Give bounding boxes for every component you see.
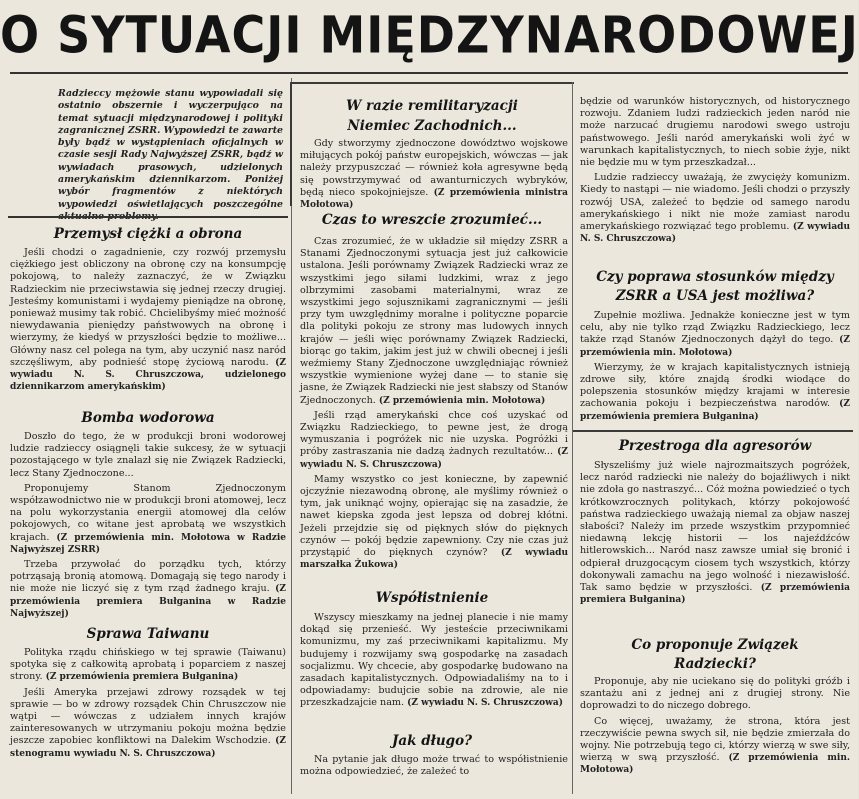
kontynuacja-p2: Ludzie radzieccy uważają, że zwycięży komunizm. Kiedy to nastąpi — nie wiadomo. Jeśli chodzi o przyszły rozwój USA, zależeć to będzie od samego narodu amerykańskiego i nikt nie może zamiast narodu amerykańskiego rozwiązać tego problemu. (Z wywiadu N. S. Chruszczowa) — [580, 172, 850, 245]
czas-p2: Jeśli rząd amerykański chce coś uzyskać od Związku Radzieckiego, to pewne jest, że drogą wymuszania i pogróżek nic nie uzyska. Pogróżki i próby zastraszania nie dadzą żadnych rezultatów... (Z wywiadu N. S. Chruszczowa) — [300, 409, 568, 470]
co-proponuje-heading — [576, 636, 854, 674]
czas-p1-source: (Z przemówienia min. Mołotowa) — [378, 395, 546, 406]
przemysl-text — [10, 247, 286, 405]
czas-p3: Mamy wszystko co jest konieczne, by zapewnić ojczyźnie niezawodną obronę, ale myślimy również o tym, jak uniknąć wojny, opierając się na zasadzie, że nawet kiepska zgoda jest lepsza od dobrej kłótni. Jeżeli przejdzie się od pięknych słów do pięknych czynów — pokój będzie zapewniony. Czy nie czas już przystąpić do pięknych czynów? (Z wywiadu marszałka Żukowa) — [300, 473, 568, 571]
intro-text — [58, 88, 283, 214]
co-proponuje-source: (Z przemówienia min. Mołotowa) — [580, 753, 850, 776]
kontynuacja-source: (Z wywiadu N. S. Chruszczowa) — [580, 222, 850, 245]
wspolistnienie-heading: Współistnienie — [375, 590, 489, 606]
tajwan-p1: Polityka rządu chińskiego w tej sprawie (Taiwanu) spotyka się z całkowitą aprobatą i poparciem z naszej strony. (Z przemówienia premiera Bułganina) — [10, 647, 286, 683]
page-title: O SYTUACJI MIĘDZYNARODOWEJ — [0, 5, 859, 65]
czas-p2-source: (Z wywiadu N. S. Chruszczowa) — [300, 447, 568, 470]
przemysl-body: Jeśli chodzi o zagadnienie, czy rozwój przemysłu ciężkiego jest obliczony na obronę czy na konsumpcję pokojową, to należy zaznaczyć, że w Związku Radzieckim nie przeciwstawia się jednej rzeczy drugiej. Jesteśmy komunistami i wydajemy pieniądze na obronę, ponieważ musimy tak robić. Chcielibyśmy mieć możność niewydawania pieniędzy państwowych na obronę i wierzymy, że kiedyś w przyszłości będzie to możliwe... Główny nasz cel polega na tym, aby uczynić nasz naród szczęśliwym, aby podnieść stopę życiową narodu. (Z wywiadu N. S. Chruszczowa, udzielonego dziennikarzom amerykańskim) — [10, 247, 286, 393]
wspolistnienie-body: Wszyscy mieszkamy na jednej planecie i nie mamy dokąd się przenieść. Wy jesteście przeciwnikami komunizmu, my zaś przeciwnikami kapitalizmu. My budujemy i rozwijamy swą gospodarkę na zasadach socjalizmu. Wy chcecie, aby gospodarkę budowano na zasadach kapitalistycznych. Odpowiadaliśmy na to i odpowiadamy: budujcie sobie na zdrowie, ale nie przeszkadzajcie nam. (Z wywiadu N. S. Chruszczowa) — [300, 612, 568, 709]
czas-text — [300, 236, 568, 586]
poprawa-p2: Wierzymy, że w krajach kapitalistycznych istnieją zdrowe siły, które znajdą środki wiodące do polepszenia stosunków między krajami w interesie zachowania pokoju i bezpieczeństwa narodów. (Z przemówienia premiera Bułganina) — [580, 361, 850, 422]
jak-dlugo-body: Na pytanie jak długo może trwać to współistnienie można odpowiedzieć, że zależeć to — [300, 754, 568, 778]
bomba-text — [10, 431, 286, 623]
wspolistnienie-source: (Z wywiadu N. S. Chruszczowa) — [407, 698, 564, 709]
przestroga-text — [580, 460, 850, 628]
przemysl-source: (Z wywiadu N. S. Chruszczowa, udzielonego dziennikarzom amerykańskim) — [10, 357, 286, 393]
bomba-p3: Trzeba przywołać do porządku tych, którzy potrząsają bronią atomową. Domagają się tego narody i nie może nie liczyć się z tym rząd żadnego kraju. (Z przemówienia premiera Bułganina w Radzie Najwyższej) — [10, 559, 286, 619]
kontynuacja-text — [580, 96, 850, 256]
czas-p3-source: (Z wywiadu marszałka Żukowa) — [300, 548, 568, 571]
bomba-p2-source: (Z przemówienia min. Mołotowa w Radzie Najwyższej ZSRR) — [10, 532, 286, 555]
remilitaryzacja-heading — [296, 96, 568, 136]
remilitaryzacja-heading-line2: Niemiec Zachodnich... — [347, 118, 517, 134]
col1-divider — [8, 216, 288, 218]
przemysl-heading: Przemysł ciężki a obrona — [53, 226, 243, 242]
tajwan-p2: Jeśli Ameryka przejawi zdrowy rozsądek w tej sprawie — bo w zdrowy rozsądek Chin Chruszczow nie wątpi — wówczas z udziałem innych krajów zainteresowanych w utrzymaniu pokoju można będzie jeszcze zapobiec konfliktowi na Dalekim Wschodzie. (Z stenogramu wywiadu N. S. Chruszczowa) — [10, 686, 286, 759]
bomba-p2: Proponujemy Stanom Zjednoczonym współzawodnictwo nie w produkcji broni atomowej, lecz na polu wykorzystania energii atomowej dla celów pokojowych, co witane jest aprobatą we wszystkich krajach. (Z przemówienia min. Mołotowa w Radzie Najwyższej ZSRR) — [10, 482, 286, 555]
przestroga-heading: Przestroga dla agresorów — [618, 438, 812, 454]
remilitaryzacja-source: (Z przemówienia ministra Mołotowa) — [300, 187, 568, 211]
co-proponuje-heading-line1: Co proponuje Związek — [631, 637, 799, 653]
czas-p1: Czas zrozumieć, że w układzie sił między ZSRR a Stanami Zjednoczonymi sytuacja jest już całkowicie ustalona. Jeśli porównamy Związek Radziecki wraz ze wszystkimi jego siłami ludzkimi, wraz z jego olbrzymimi zasobami materialnymi, wraz ze wszystkimi jego sojusznikami zagranicznymi — jeśli przy tym uwzględnimy moralne i polityczne poparcie dla polityki pokoju ze strony mas ludowych innych krajów — jeśli więc porównamy Związek Radziecki, biorąc go takim, jakim jest już w chwili obecnej i jeśli weźmiemy Stany Zjednoczone uwzględniając również wszystkie wymienione wyżej dane — to stanie się jasne, że Związek Radziecki nie jest słabszy od Stanów Zjednoczonych. (Z przemówienia min. Mołotowa) — [300, 236, 568, 406]
tajwan-p1-source: (Z przemówienia premiera Bułganina) — [45, 672, 239, 683]
wspolistnienie-text — [300, 612, 568, 734]
kontynuacja-body: będzie od warunków historycznych, od historycznego rozwoju. Zdaniem ludzi radzieckich jeden naród nie może narzucać drugiemu narodowi swego ustroju państwowego. Jeśli naród amerykański woli żyć w warunkach kapitalistycznych, to niech sobie żyje, nikt nie będzie mu w tym przeszkadzał... — [580, 96, 850, 169]
tajwan-heading: Sprawa Taiwanu — [86, 626, 210, 642]
co-proponuje-p1: Proponuje, aby nie uciekano się do polityki gróźb i szantażu ani z jednej ani z drugiej strony. Nie doprowadzi to do niczego dobrego. — [580, 676, 850, 712]
co-proponuje-text — [580, 676, 850, 794]
jak-dlugo-heading: Jak długo? — [392, 733, 472, 749]
przestroga-body: Słyszeliśmy już wiele najrozmaitszych pogróżek, lecz naród radziecki nie należy do bojaźliwych i nikt nie zdoła go nastraszyć... Cóż można powiedzieć o tych krótkowzrocznych politykach, którzy pokojowość państwa radzieckiego uważają niemal za objaw naszej słabości? Należy im przede wszystkim przypomnieć niedawną lekcję historii — los najeźdźców hitlerowskich... Naród nasz zawsze umiał się bronić i odpierał druzgocącym ciosem tych wszystkich, którzy dokonywali zamachu na jego wolność i niezawisłość. Tak samo będzie w przyszłości. (Z przemówienia premiera Bułganina) — [580, 460, 850, 606]
bomba-p3-source: (Z przemówienia premiera Bułganina w Radzie Najwyższej) — [10, 584, 286, 619]
jak-dlugo-text — [300, 754, 568, 794]
przestroga-source: (Z przemówienia premiera Bułganina) — [580, 583, 850, 606]
bomba-heading: Bomba wodorowa — [81, 410, 215, 426]
poprawa-p1-source: (Z przemówienia min. Mołotowa) — [580, 335, 850, 358]
title-rule — [10, 72, 848, 74]
poprawa-heading — [576, 268, 854, 306]
co-proponuje-heading-line2: Radziecki? — [674, 656, 756, 672]
czas-heading: Czas to wreszcie zrozumieć... — [321, 212, 543, 228]
tajwan-p2-source: (Z stenogramu wywiadu N. S. Chruszczowa) — [10, 736, 286, 759]
poprawa-heading-line1: Czy poprawa stosunków między — [596, 269, 834, 285]
poprawa-heading-line2: ZSRR a USA jest możliwa? — [615, 288, 815, 304]
poprawa-p2-source: (Z przemówienia premiera Bułganina) — [580, 399, 850, 422]
poprawa-text — [580, 310, 850, 428]
remilitaryzacja-body: Gdy stworzymy zjednoczone dowództwo wojskowe miłujących pokój państw europejskich, wówczas — jak należy przypuszczać — również koła agresywne będą się powstrzymywać od awanturniczych wybryków, będą nieco spokojniejsze. (Z przemówienia ministra Mołotowa) — [300, 138, 568, 211]
co-proponuje-p2: Co więcej, uważamy, że strona, która jest rzeczywiście pewna swych sił, nie będzie zmierzała do wojny. Nie potrzebują tego ci, którzy wierzą w swe siły, wierzą w swą przyszłość. (Z przemówienia min. Mołotowa) — [580, 715, 850, 776]
poprawa-p1: Zupełnie możliwa. Jednakże konieczne jest w tym celu, aby nie tylko rząd Związku Radzieckiego, lecz także rząd Stanów Zjednoczonych dążył do tego. (Z przemówienia min. Mołotowa) — [580, 310, 850, 358]
intro-paragraph: Radzieccy mężowie stanu wypowiadali się ostatnio obszernie i wyczerpująco na temat sytuacji międzynarodowej i polityki zagranicznej ZSRR. Wypowiedzi te zawarte były bądź w wystąpieniach oficjalnych w czasie sesji Rady Najwyższej ZSRR, bądź w wywiadach prasowych, udzielonych amerykańskim dziennikarzom. Poniżej wybór fragmentów z niektórych wypowiedzi oświetlających poszczególne — [58, 88, 283, 210]
remilitaryzacja-text — [300, 138, 568, 211]
remilitaryzacja-heading-line1: W razie remilitaryzacji — [346, 98, 518, 114]
tajwan-text — [10, 647, 286, 793]
bomba-p1: Doszło do tego, że w produkcji broni wodorowej ludzie radzieccy osiągnęli takie sukcesy, że w sytuacji pozostającego w tyle znalazł się nie Związek Radziecki, lecz Stany Zjednoczone... — [10, 431, 286, 479]
